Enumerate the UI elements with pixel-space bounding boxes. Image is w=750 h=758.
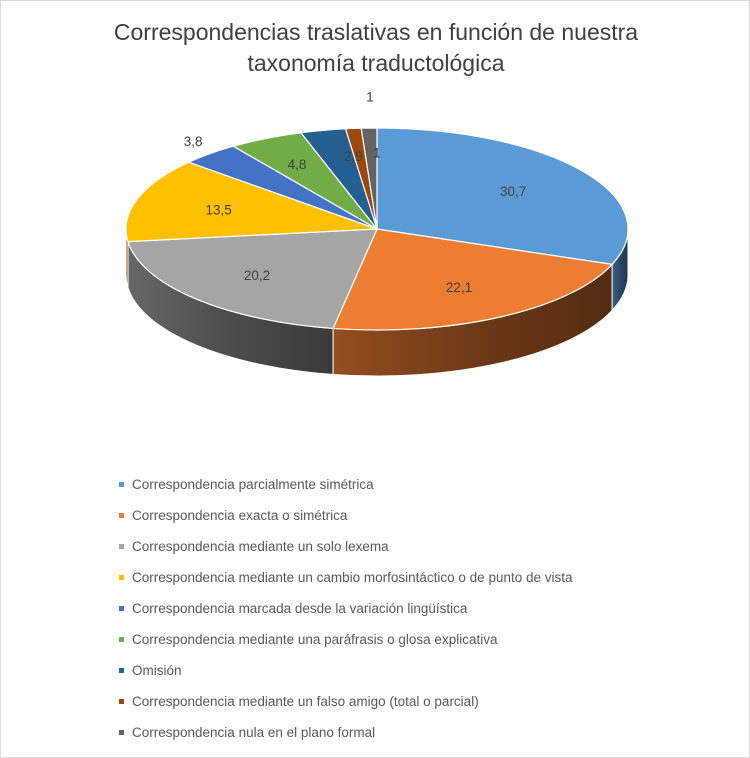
legend-swatch <box>119 482 124 487</box>
legend-swatch <box>119 699 124 704</box>
legend-label: Correspondencia mediante una paráfrasis o glosa explicativa <box>132 632 498 647</box>
data-label: 2,9 <box>343 149 363 165</box>
legend-swatch <box>119 513 124 518</box>
legend-label: Omisión <box>132 663 182 678</box>
chart-legend <box>119 474 573 753</box>
chart-title-line-1: Correspondencias traslativas en función de nuestra <box>113 19 639 45</box>
data-label: 20,2 <box>243 267 271 283</box>
legend-label: Correspondencia parcialmente simétrica <box>132 477 374 492</box>
data-label: 30,7 <box>499 184 527 200</box>
legend-label: Correspondencia marcada desde la variación lingüística <box>132 601 468 616</box>
data-label: 1 <box>372 145 381 161</box>
legend-label: Correspondencia nula en el plano formal <box>132 725 376 740</box>
legend-item <box>119 722 573 753</box>
legend-item <box>119 598 573 629</box>
legend-item <box>119 536 573 567</box>
legend-item <box>119 691 573 722</box>
legend-swatch <box>119 575 124 580</box>
legend-item <box>119 505 573 536</box>
legend-item <box>119 474 573 505</box>
legend-swatch <box>119 730 124 735</box>
pie-chart <box>1 1 750 459</box>
legend-swatch <box>119 637 124 642</box>
data-label: 22,1 <box>445 279 473 295</box>
legend-swatch <box>119 544 124 549</box>
legend-swatch <box>119 606 124 611</box>
chart-title-line-2: taxonomía traductológica <box>247 50 505 76</box>
data-label: 1 <box>366 89 374 105</box>
legend-label: Correspondencia mediante un falso amigo (total o parcial) <box>132 694 479 709</box>
legend-label: Correspondencia mediante un cambio morfosintáctico o de punto de vista <box>132 570 573 585</box>
data-label: 13,5 <box>205 202 232 218</box>
legend-label: Correspondencia exacta o simétrica <box>132 508 348 523</box>
legend-label: Correspondencia mediante un solo lexema <box>132 539 389 554</box>
legend-item <box>119 660 573 691</box>
data-label: 4,8 <box>287 156 307 172</box>
legend-item <box>119 567 573 598</box>
legend-item <box>119 629 573 660</box>
data-label: 3,8 <box>183 134 203 150</box>
legend-swatch <box>119 668 124 673</box>
